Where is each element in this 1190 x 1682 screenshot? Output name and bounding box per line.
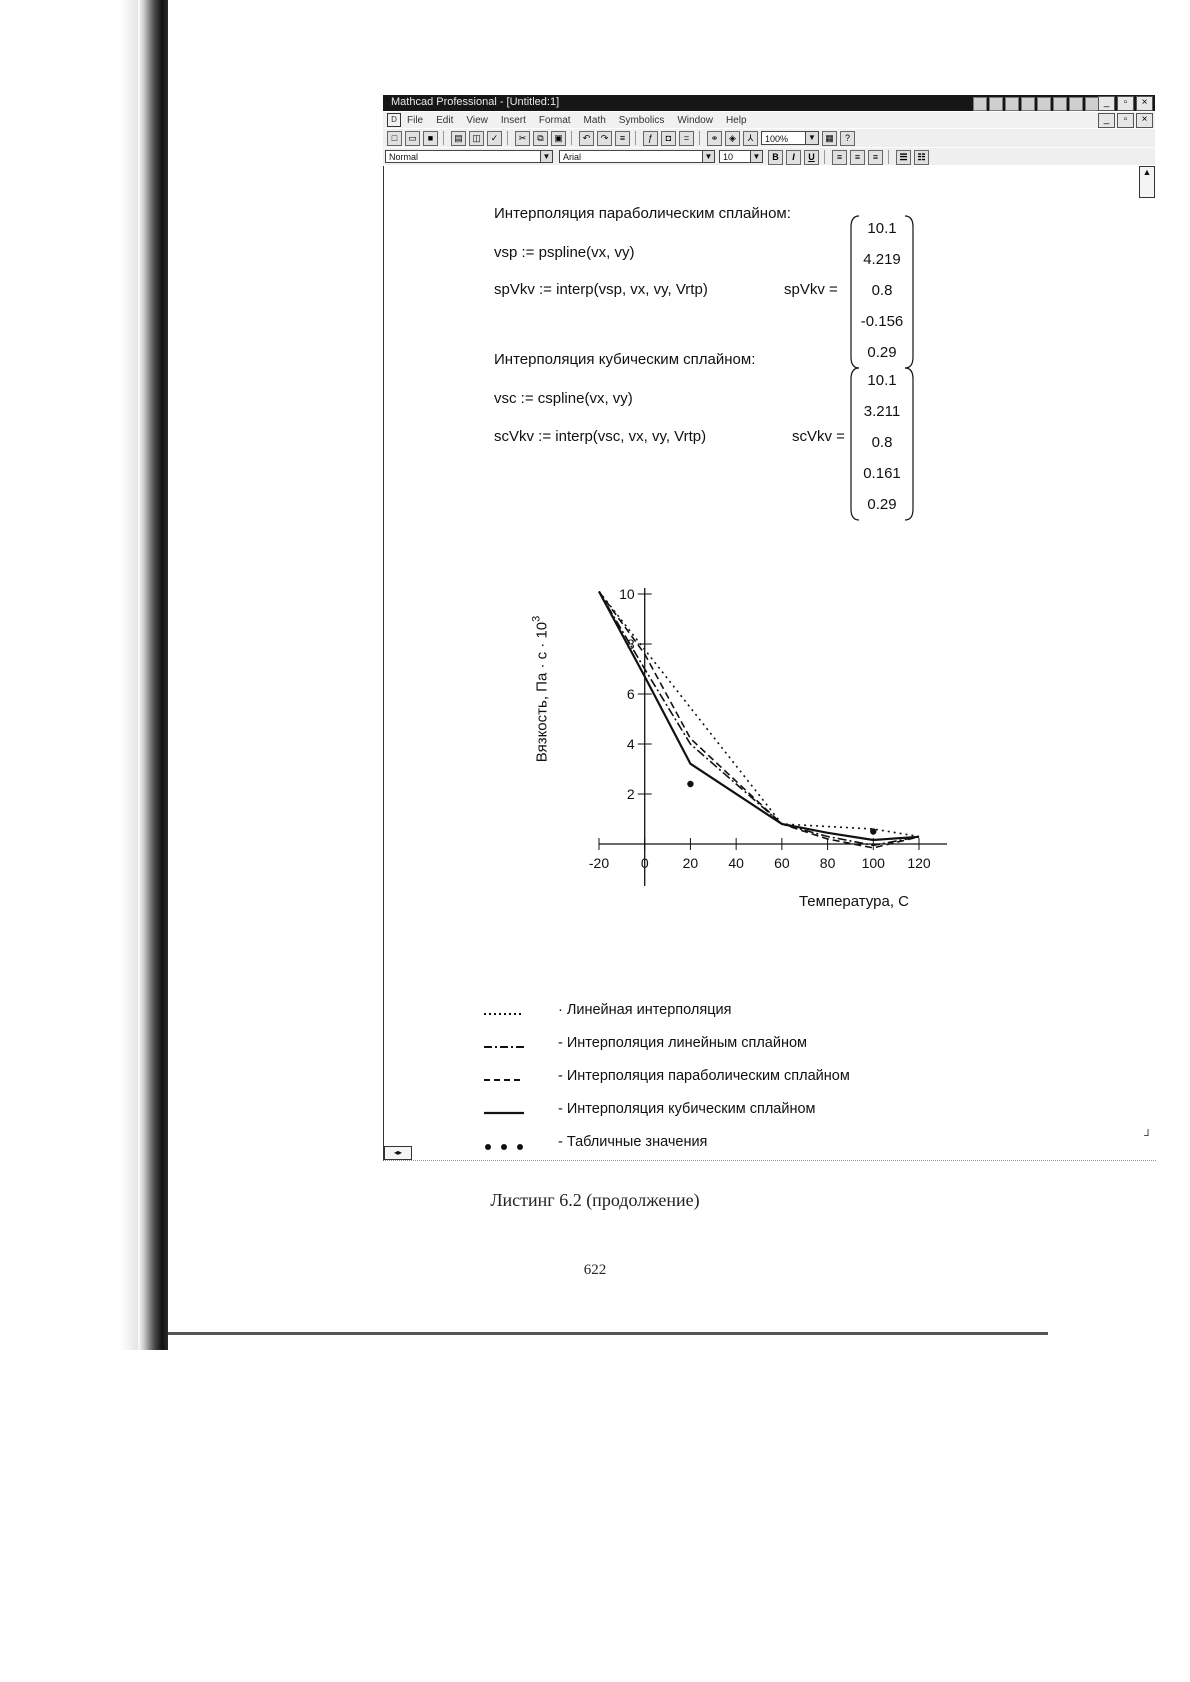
x-axis-title: Температура, С	[798, 893, 909, 910]
menu-file[interactable]: File	[407, 114, 424, 126]
matrix-cell: 10.1	[867, 220, 897, 237]
legend-item	[484, 1068, 904, 1101]
toolbar-separator	[824, 150, 827, 164]
align-center-icon[interactable]: ≡	[850, 150, 865, 165]
copy-icon[interactable]: ⧉	[533, 131, 548, 146]
toolbar-separator	[443, 131, 446, 145]
book-binding-edge	[138, 0, 168, 1350]
solid-line-icon	[484, 1105, 524, 1123]
document-controls	[1098, 113, 1153, 128]
zoom-value: 100%	[765, 134, 789, 144]
scvkv-definition[interactable]: scVkv := interp(vsc, vx, vy, Vrtp)	[494, 428, 707, 445]
title-bar-icons	[973, 97, 1099, 111]
legend-item	[484, 1035, 904, 1068]
palette-icon[interactable]	[1037, 97, 1051, 111]
dashdot-line-icon	[484, 1039, 524, 1057]
matrix-cell: 4.219	[863, 251, 901, 268]
palette-icon[interactable]	[1021, 97, 1035, 111]
matrix-cell: 0.8	[871, 282, 893, 299]
redo-icon[interactable]: ↷	[597, 131, 612, 146]
matrix-cell: 10.1	[867, 372, 897, 389]
matrix-cell: 3.211	[863, 403, 901, 420]
matrix-cell: 0.29	[867, 496, 897, 513]
series-line-dotted	[599, 592, 919, 837]
style-value: Normal	[389, 152, 419, 162]
resource-center-icon[interactable]: ▦	[822, 131, 837, 146]
toolbar-separator	[571, 131, 574, 145]
italic-button[interactable]: I	[786, 150, 801, 165]
x-tick-label: 40	[728, 855, 744, 871]
x-tick-label: 0	[640, 855, 649, 871]
scvkv-result-matrix	[849, 365, 915, 523]
dashed-line-icon	[484, 1072, 524, 1090]
menu-edit[interactable]: Edit	[436, 114, 454, 126]
page-bottom-rule	[168, 1332, 1048, 1335]
format-buttons	[768, 150, 929, 165]
font-size-value: 10	[723, 152, 734, 162]
print-icon[interactable]: ▤	[451, 131, 466, 146]
menu-insert[interactable]: Insert	[500, 114, 526, 126]
help-icon[interactable]: ?	[840, 131, 855, 146]
document-icon[interactable]: D	[387, 113, 401, 127]
insert-unit-icon[interactable]: ◘	[661, 131, 676, 146]
window-title: Mathcad Professional - [Untitled:1]	[391, 96, 560, 108]
align-icon[interactable]: ≡	[615, 131, 630, 146]
bold-button[interactable]: B	[768, 150, 783, 165]
chart-legend	[484, 1002, 904, 1167]
align-left-icon[interactable]: ≡	[832, 150, 847, 165]
dotted-line-icon	[484, 1006, 524, 1024]
doc-minimize-button[interactable]: _	[1098, 113, 1115, 128]
menu-view[interactable]: View	[466, 114, 488, 126]
doc-restore-button[interactable]: ▫	[1117, 113, 1134, 128]
x-tick-label: 100	[861, 855, 885, 871]
close-button[interactable]: ×	[1136, 96, 1153, 111]
table-value-point	[687, 781, 693, 787]
x-tick-label: -20	[588, 855, 610, 871]
doc-close-button[interactable]: ×	[1136, 113, 1153, 128]
toolbar-separator	[699, 131, 702, 145]
minimize-button[interactable]: _	[1098, 96, 1115, 111]
legend-label: - Интерполяция кубическим сплайном	[558, 1101, 816, 1117]
save-icon[interactable]: ■	[423, 131, 438, 146]
vsp-definition[interactable]: vsp := pspline(vx, vy)	[494, 244, 635, 261]
paste-icon[interactable]: ▣	[551, 131, 566, 146]
chevron-down-icon[interactable]: ▼	[750, 151, 762, 162]
matrix-brackets	[849, 365, 915, 523]
scroll-up-arrow[interactable]: ▲	[1139, 166, 1155, 198]
toolbar-separator	[888, 150, 891, 164]
run-wizard-icon[interactable]: ⅄	[743, 131, 758, 146]
scan-edge-fade	[120, 0, 140, 1350]
palette-icon[interactable]	[1085, 97, 1099, 111]
cut-icon[interactable]: ✂	[515, 131, 530, 146]
font-select[interactable]	[559, 150, 715, 163]
viscosity-chart[interactable]	[384, 536, 1156, 1006]
insert-component-icon[interactable]: ◈	[725, 131, 740, 146]
worksheet[interactable]	[383, 166, 1156, 1161]
vsc-definition[interactable]: vsc := cspline(vx, vy)	[494, 390, 633, 407]
y-tick-label: 10	[619, 586, 635, 602]
toolbar-separator	[507, 131, 510, 145]
matrix-cell: 0.29	[867, 344, 897, 361]
palette-icon[interactable]	[1053, 97, 1067, 111]
x-tick-label: 120	[907, 855, 931, 871]
points-icon	[484, 1138, 524, 1156]
series-line-dashdot	[599, 592, 919, 846]
mathcad-window	[383, 95, 1155, 1160]
underline-button[interactable]: U	[804, 150, 819, 165]
legend-item	[484, 1134, 904, 1167]
restore-button[interactable]: ▫	[1117, 96, 1134, 111]
chevron-down-icon[interactable]: ▼	[702, 151, 714, 162]
window-controls	[1098, 96, 1153, 111]
legend-label: - Интерполяция линейным сплайном	[558, 1035, 808, 1051]
y-tick-label: 6	[626, 686, 635, 702]
spvkv-definition[interactable]: spVkv := interp(vsp, vx, vy, Vrtp)	[494, 281, 708, 298]
spvkv-result-label: spVkv =	[784, 281, 838, 298]
numbered-list-icon[interactable]: ☷	[914, 150, 929, 165]
matrix-cell: 0.8	[871, 434, 893, 451]
open-file-icon[interactable]: ▭	[405, 131, 420, 146]
undo-icon[interactable]: ↶	[579, 131, 594, 146]
menu-symbolics[interactable]: Symbolics	[618, 114, 665, 126]
menu-math[interactable]: Math	[583, 114, 606, 126]
legend-item	[484, 1002, 904, 1035]
new-file-icon[interactable]: □	[387, 131, 402, 146]
cubic-heading: Интерполяция кубическим сплайном:	[494, 351, 756, 368]
matrix-cell: -0.156	[860, 313, 904, 330]
y-axis-title-exponent: 3	[530, 615, 543, 622]
align-right-icon[interactable]: ≡	[868, 150, 883, 165]
menu-window[interactable]: Window	[677, 114, 713, 126]
spell-check-icon[interactable]: ✓	[487, 131, 502, 146]
style-select[interactable]	[385, 150, 553, 163]
parabolic-heading: Интерполяция параболическим сплайном:	[494, 205, 791, 222]
table-value-point	[870, 828, 876, 834]
bullet-list-icon[interactable]: ☰	[896, 150, 911, 165]
menu-bar	[383, 112, 1155, 128]
menu-format[interactable]: Format	[538, 114, 571, 126]
y-tick-label: 4	[626, 736, 635, 752]
font-size-select[interactable]	[719, 150, 763, 163]
font-value: Arial	[563, 152, 582, 162]
menu-help[interactable]: Help	[725, 114, 747, 126]
spvkv-result-matrix	[849, 213, 915, 371]
palette-icon[interactable]	[1069, 97, 1083, 111]
print-preview-icon[interactable]: ◫	[469, 131, 484, 146]
toolbar-separator	[635, 131, 638, 145]
title-bar	[383, 95, 1155, 111]
insert-hyperlink-icon[interactable]: ⚭	[707, 131, 722, 146]
page-number: 622	[583, 1262, 607, 1278]
resize-corner-icon[interactable]: ┘	[1144, 1130, 1152, 1142]
palette-icon[interactable]	[973, 97, 987, 111]
x-tick-label: 60	[774, 855, 790, 871]
legend-item	[484, 1101, 904, 1134]
insert-function-icon[interactable]: ƒ	[643, 131, 658, 146]
x-tick-label: 20	[682, 855, 699, 871]
legend-label: - Табличные значения	[558, 1134, 708, 1150]
matrix-brackets	[849, 213, 915, 371]
listing-caption: Листинг 6.2 (продолжение)	[490, 1190, 700, 1210]
chevron-down-icon[interactable]: ▼	[540, 151, 552, 162]
palette-icon[interactable]	[989, 97, 1003, 111]
y-axis-title: Вязкость, Па · $с \cdot 10^3$	[530, 615, 551, 763]
y-tick-label: 2	[626, 786, 635, 802]
calculate-icon[interactable]: =	[679, 131, 694, 146]
horizontal-scroll-left[interactable]: ◂▸	[384, 1146, 412, 1160]
matrix-cell: 0.161	[863, 465, 901, 482]
zoom-select[interactable]	[761, 131, 819, 145]
legend-label: · Линейная интерполяция	[558, 1002, 732, 1018]
formatting-toolbar	[383, 148, 1155, 165]
legend-label: - Интерполяция параболическим сплайном	[558, 1068, 850, 1084]
x-tick-label: 80	[819, 855, 836, 871]
scvkv-result-label: scVkv =	[792, 428, 845, 445]
palette-icon[interactable]	[1005, 97, 1019, 111]
standard-toolbar	[383, 129, 1155, 147]
y-tick-label: 8	[626, 636, 635, 652]
chevron-down-icon[interactable]: ▼	[805, 132, 818, 144]
